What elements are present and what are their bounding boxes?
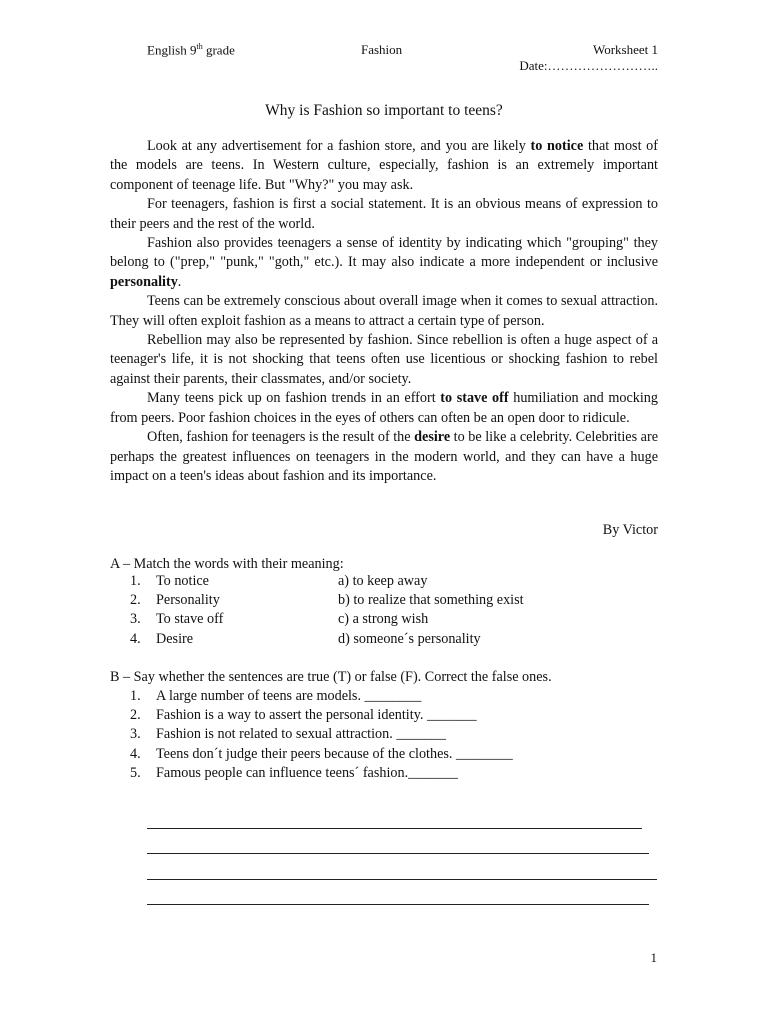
answer-line[interactable] bbox=[147, 829, 649, 855]
match-term: Personality bbox=[156, 592, 220, 609]
keyword-to-notice: to notice bbox=[530, 138, 584, 154]
section-b-list bbox=[130, 687, 513, 783]
date-field[interactable] bbox=[519, 58, 658, 74]
keyword-personality: personality bbox=[110, 273, 178, 290]
true-false-item[interactable]: 1. A large number of teens are models. ________ bbox=[130, 688, 422, 704]
match-item: 1. To notice a) to keep away bbox=[130, 572, 524, 591]
header-grade-sup: th bbox=[196, 42, 203, 51]
paragraph-3: Fashion also provides teenagers a sense of identity by indicating which "grouping" they belong to ("prep," "punk," "goth," etc.). It may also indicate a more independent or inclusive personality. bbox=[110, 235, 658, 290]
section-b-title: B – Say whether the sentences are true (T) or false (F). Correct the false ones. bbox=[110, 669, 552, 685]
true-false-item[interactable]: 5. Famous people can influence teens´ fashion._______ bbox=[130, 764, 458, 781]
paragraph-6: Many teens pick up on fashion trends in an effort to stave off humiliation and mocking from peers. Poor fashion choices in the eyes of others can often be an open door to ridicule. bbox=[110, 390, 658, 426]
header-left bbox=[147, 42, 235, 58]
paragraph-7: Often, fashion for teenagers is the result of the desire to be like a celebrity. Celebrities are perhaps the greatest influences on teenagers in the modern world, and they can have a huge impact on a teen's ideas about fashion and its importance. bbox=[110, 429, 658, 484]
byline: By Victor bbox=[602, 522, 658, 538]
paragraph-1: Look at any advertisement for a fashion store, and you are likely to notice that most of the models are teens. In Western culture, especially, fashion is an extremely important component of teenage life. But "Why?" you may ask. bbox=[110, 138, 659, 193]
keyword-desire: desire bbox=[414, 429, 451, 446]
header-right: Worksheet 1 bbox=[592, 42, 658, 57]
date-label: Date:…………………….. bbox=[519, 58, 658, 73]
answer-line[interactable] bbox=[147, 880, 649, 906]
section-a-title: A – Match the words with their meaning: bbox=[110, 556, 344, 572]
paragraph-5: Rebellion may also be represented by fashion. Since rebellion is often a huge aspect of a teenager's life, it is not shocking that teens often use licentious or shocking fashion to rebel against their parents, their classmates, and/or society. bbox=[110, 332, 658, 387]
header-grade: grade bbox=[202, 42, 235, 58]
match-item: 4. Desire d) someone´s personality bbox=[130, 630, 524, 649]
match-meaning: b) to realize that something exist bbox=[338, 592, 524, 609]
match-item: 3. To stave off c) a strong wish bbox=[130, 610, 524, 629]
answer-line[interactable] bbox=[147, 854, 657, 880]
article-body bbox=[110, 137, 658, 486]
header-center: Fashion bbox=[361, 42, 403, 57]
keyword-to-stave-off: to stave off bbox=[440, 390, 509, 407]
match-meaning: a) to keep away bbox=[338, 573, 428, 589]
header-course: English 9 bbox=[147, 42, 197, 58]
page-number: 1 bbox=[650, 950, 657, 965]
section-a-list bbox=[130, 572, 524, 649]
true-false-item[interactable]: 3. Fashion is not related to sexual attraction. _______ bbox=[130, 726, 446, 743]
paragraph-4: Teens can be extremely conscious about overall image when it comes to sexual attraction. They will often exploit fashion as a means to attract a certain type of person. bbox=[110, 293, 658, 329]
match-meaning: d) someone´s personality bbox=[338, 630, 481, 647]
true-false-item[interactable]: 2. Fashion is a way to assert the personal identity. _______ bbox=[130, 707, 477, 724]
answer-lines[interactable] bbox=[147, 803, 659, 905]
paragraph-2: For teenagers, fashion is first a social statement. It is an obvious means of expression to their peers and the rest of the world. bbox=[110, 196, 658, 232]
page-title: Why is Fashion so important to teens? bbox=[265, 102, 503, 119]
true-false-item[interactable]: 4. Teens don´t judge their peers because of the clothes. ________ bbox=[130, 745, 513, 762]
match-term: Desire bbox=[156, 630, 194, 647]
match-term: To notice bbox=[156, 573, 209, 589]
match-item: 2. Personality b) to realize that something exist bbox=[130, 591, 524, 610]
match-meaning: c) a strong wish bbox=[338, 611, 429, 628]
match-term: To stave off bbox=[156, 611, 224, 628]
answer-line[interactable] bbox=[147, 803, 642, 829]
